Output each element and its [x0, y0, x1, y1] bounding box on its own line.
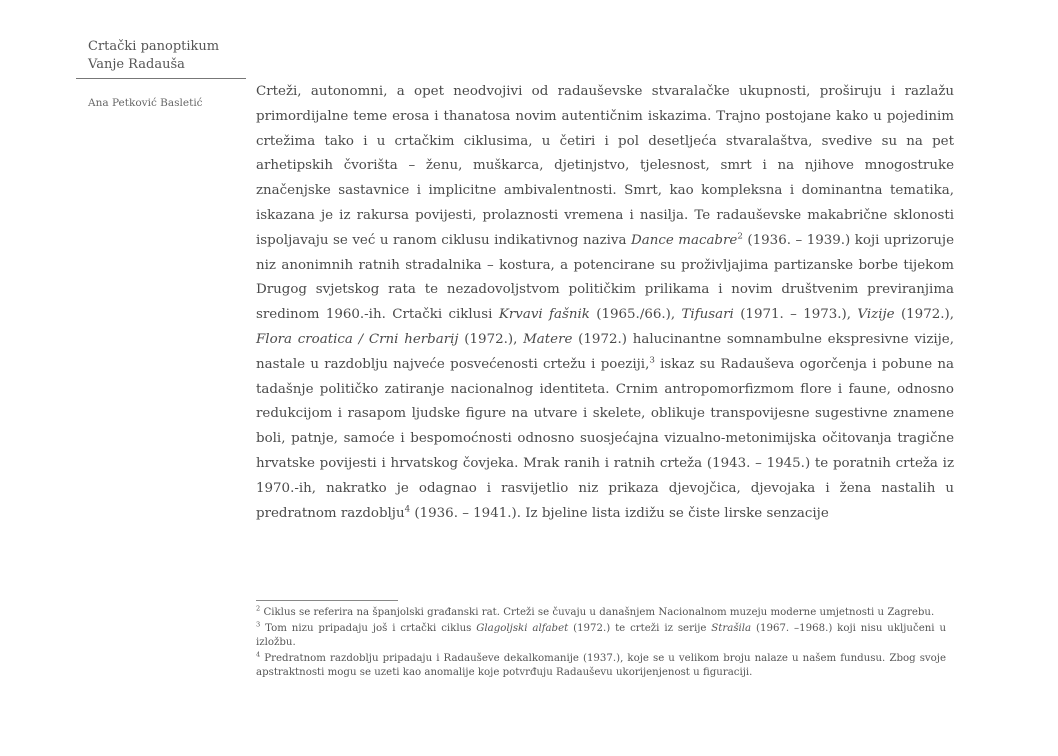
italic-title: Dance macabre	[630, 232, 738, 248]
footnote-text: (1967. –1968.) koji nisu uključeni u izložbu.	[256, 622, 946, 649]
italic-title: Vizije	[857, 307, 895, 323]
footnote-ref-2: 2	[737, 231, 743, 242]
italic-title: Strašila	[711, 622, 752, 634]
running-title-line-2: Vanje Radauša	[88, 57, 185, 72]
italic-title: Flora croatica / Crni herbarij	[256, 331, 459, 347]
footnote-divider	[256, 600, 398, 601]
body-span: iskaz su Radauševa ogorčenja i pobune na tadašnje političko zatiranje nacionalnog identiteta. Crnim antropomorfizmom flore i faune, odnosno redukcijom i rasapom ljudske figure na utvare i skelete, oblikuje transpovijesne sugestivne znamene boli, patnje, samoće i bespomoćnosti odnosno suosjećajna vizualno-metonimijska očitovanja tragične hrvatske povijesti i hrvatskog čovjeka. Mrak ranih i ratnih crteža (1943. – 1945.) te poratnih crteža iz 1970.-ih, nakratko je odagnao i rasvijetlio niz prikaza djevojčica, djevojaka i žena nastalih u predratnom razdoblju	[256, 356, 954, 521]
body-span: (1972.),	[894, 307, 954, 323]
body-span: (1936. – 1939.) koji uprizoruje niz anonimnih ratnih stradalnika – kostura, a potencirane su proživljajima partizanske borbe tijekom Drugog svjetskog rata te nezadovoljstvom političkim prilikama i novim društvenim previranjima sredinom 1960.-ih. Crtački ciklusi	[256, 232, 954, 323]
body-span: (1972.) halucinantne somnambulne ekspresivne vizije, nastale u razdoblju najveće posvećenosti crtežu i poeziji,	[256, 331, 954, 372]
sidebar-header	[76, 38, 246, 109]
footnote-number: 4	[256, 650, 261, 659]
italic-title: Tifusari	[681, 307, 734, 323]
author-name: Ana Petković Basletić	[88, 97, 203, 109]
running-title	[76, 38, 246, 78]
title-divider	[76, 78, 246, 79]
running-title-line-1: Crtački panoptikum	[88, 39, 220, 54]
body-span: (1965./66.),	[589, 307, 682, 323]
body-text	[256, 80, 954, 526]
italic-title: Krvavi fašnik	[498, 307, 590, 323]
footnote-2	[256, 606, 946, 621]
footnotes	[256, 606, 946, 682]
footnote-text: Tom nizu pripadaju još i crtački ciklus	[260, 622, 477, 634]
body-span: (1936. – 1941.). Iz bjeline lista izdižu se čiste lirske senzacije	[410, 505, 829, 521]
italic-title: Glagoljski alfabet	[476, 622, 569, 634]
footnote-number: 3	[256, 620, 261, 629]
footnote-ref-3: 3	[649, 355, 655, 366]
italic-title: Matere	[523, 331, 573, 347]
body-span: (1972.),	[458, 331, 524, 347]
footnote-text: (1972.) te crteži iz serije	[568, 622, 712, 634]
footnote-3	[256, 622, 946, 651]
body-span: (1971. – 1973.),	[733, 307, 858, 323]
footnote-number: 2	[256, 604, 261, 613]
footnote-4	[256, 652, 946, 681]
body-paragraph	[256, 80, 954, 526]
footnote-text: Predratnom razdoblju pripadaju i Radauševe dekalkomanije (1937.), koje se u velikom broju nalaze u našem fundusu. Zbog svoje apstraktnosti mogu se uzeti kao anomalije koje potvrđuju Radauševu ukorijenjenost u figuraciji.	[256, 652, 946, 679]
footnote-text: Ciklus se referira na španjolski građanski rat. Crteži se čuvaju u današnjem Nacionalnom muzeju moderne umjetnosti u Zagrebu.	[260, 607, 935, 618]
body-span: Crteži, autonomni, a opet neodvojivi od radauševske stvaralačke ukupnosti, proširuju i razlažu primordijalne teme erosa i thanatosa novim autentičnim iskazima. Trajno postojane kako u pojedinim crtežima tako i u crtačkim ciklusima, u četiri i pol desetljeća stvaralaštva, svedive su na pet arhetipskih čvorišta – ženu, muškarca, djetinjstvo, tjelesnost, smrt i na njihove mnogostruke značenjske sastavnice i implicitne ambivalentnosti. Smrt, kao kompleksna i dominantna tematika, iskazana je iz rakursa povijesti, prolaznosti vremena i nasilja. Te radauševske makabrične sklonosti ispoljavaju se već u ranom ciklusu indikativnog naziva	[256, 84, 954, 248]
footnote-ref-4: 4	[404, 504, 411, 515]
